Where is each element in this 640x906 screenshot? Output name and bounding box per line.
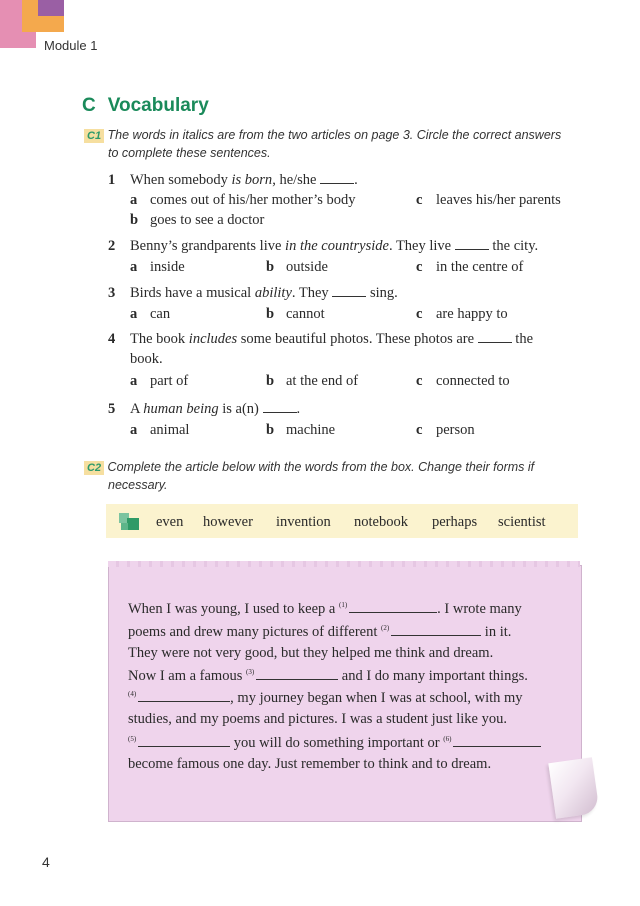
blank-5[interactable] [138, 734, 230, 747]
passage-text: in it. [481, 624, 512, 640]
question-text: When somebody [130, 172, 232, 188]
option-letter: b [266, 422, 275, 438]
option-text: animal [150, 422, 190, 438]
question-text: A [130, 401, 144, 417]
passage-text: Now I am a famous [128, 668, 246, 684]
option-letter: c [416, 373, 423, 389]
passage-line-8: become famous one day. Just remember to think and to dream. [128, 756, 492, 772]
question-number: 1 [108, 172, 116, 188]
option-letter: b [130, 212, 139, 228]
option-1a[interactable] [130, 190, 356, 210]
option-text: person [436, 422, 475, 438]
question-text: . They live [388, 238, 452, 254]
c1-instruction-line1: The words in italics are from the two articles on page 3. Circle the correct answers [107, 128, 562, 142]
option-text: comes out of his/her mother’s body [150, 192, 356, 208]
option-1c[interactable] [416, 190, 561, 210]
blank-4[interactable] [138, 689, 230, 702]
question-text: the city. [492, 238, 539, 254]
question-italic: human being [143, 401, 219, 417]
question-italic: ability [254, 285, 292, 301]
word-box-icon [127, 518, 139, 530]
word-however: however [203, 514, 253, 530]
passage-text: and I do many important things. [338, 668, 528, 684]
option-4b[interactable] [266, 371, 358, 391]
option-letter: c [416, 422, 423, 438]
word-box-icon [121, 523, 128, 530]
question-text: The book [130, 331, 189, 347]
option-text: can [150, 306, 171, 322]
page-curl [548, 757, 599, 819]
option-text: at the end of [286, 373, 359, 389]
question-number: 3 [108, 285, 116, 301]
question-text: , he/she [272, 172, 317, 188]
blank-6[interactable] [453, 734, 541, 747]
c2-instruction-line1: Complete the article below with the words from the box. Change their forms if [107, 460, 535, 474]
answer-blank [320, 171, 354, 184]
c1-tag: C1 [84, 129, 104, 143]
passage-line-2 [128, 623, 511, 641]
passage-text: you will do something important or [230, 735, 444, 751]
passage-line-1 [128, 600, 522, 618]
page-number: 4 [42, 854, 50, 870]
option-text: inside [150, 259, 185, 275]
c2-instruction-line2: necessary. [108, 478, 168, 492]
question-italic: in the countryside [285, 238, 389, 254]
word-perhaps: perhaps [432, 514, 478, 530]
passage-line-4 [128, 667, 528, 685]
question-text: . [296, 401, 301, 417]
blank-number: (2) [381, 624, 390, 633]
option-text: in the centre of [436, 259, 524, 275]
passage-line-6: studies, and my poems and pictures. I was a student just like you. [128, 711, 507, 727]
option-letter: a [130, 373, 138, 389]
option-3b[interactable] [266, 304, 325, 324]
option-text: leaves his/her parents [436, 192, 561, 208]
passage-text: poems and drew many pictures of different [128, 624, 381, 640]
question-text: the [515, 331, 534, 347]
option-2b[interactable] [266, 257, 328, 277]
c1-instruction [84, 126, 561, 144]
option-letter: a [130, 192, 138, 208]
blank-number: (1) [339, 601, 348, 610]
option-text: are happy to [436, 306, 508, 322]
option-4c[interactable] [416, 371, 510, 391]
section-title-text: Vocabulary [107, 95, 209, 116]
blank-number: (3) [245, 668, 255, 677]
option-letter: c [416, 192, 423, 208]
option-text: outside [286, 259, 328, 275]
c2-tag: C2 [84, 461, 104, 475]
question-5 [108, 399, 300, 419]
option-text: part of [150, 373, 189, 389]
question-text: some beautiful photos. These photos are [237, 331, 475, 347]
question-text: Benny’s grandparents live [130, 238, 286, 254]
blank-number: (5) [128, 735, 137, 744]
blank-number: (4) [128, 690, 137, 699]
question-4 [108, 329, 533, 349]
question-number: 4 [108, 331, 116, 347]
question-2 [108, 236, 538, 256]
corner-decoration-purple [38, 0, 64, 16]
option-2c[interactable] [416, 257, 523, 277]
blank-number: (6) [443, 735, 452, 744]
answer-blank [455, 237, 489, 250]
option-text: connected to [436, 373, 510, 389]
blank-3[interactable] [256, 667, 338, 680]
option-text: goes to see a doctor [150, 212, 265, 228]
word-invention: invention [276, 514, 331, 530]
word-even: even [156, 514, 184, 530]
option-4a[interactable] [130, 371, 188, 391]
option-2a[interactable] [130, 257, 185, 277]
section-letter: C [82, 95, 96, 116]
option-text: machine [286, 422, 336, 438]
word-scientist: scientist [498, 514, 546, 530]
question-text: is a(n) [218, 401, 259, 417]
passage-text: , my journey began when I was at school, with my [230, 690, 523, 706]
option-1b[interactable] [130, 210, 264, 230]
question-number: 5 [108, 401, 116, 417]
option-letter: c [416, 259, 423, 275]
option-text: cannot [286, 306, 325, 322]
question-4-line2: book. [130, 351, 163, 367]
question-text: sing. [369, 285, 398, 301]
passage-line-7 [128, 734, 541, 752]
option-5b[interactable] [266, 420, 335, 440]
option-5c[interactable] [416, 420, 475, 440]
torn-edge [108, 561, 580, 567]
question-3 [108, 283, 398, 303]
option-letter: b [266, 373, 275, 389]
word-notebook: notebook [354, 514, 408, 530]
passage-line-3: They were not very good, but they helped me think and dream. [128, 645, 494, 661]
option-letter: a [130, 259, 138, 275]
question-1 [108, 170, 358, 190]
module-label: Module 1 [44, 38, 98, 53]
answer-blank [263, 400, 297, 413]
section-title [82, 95, 209, 117]
option-letter: b [266, 306, 275, 322]
blank-2[interactable] [391, 623, 481, 636]
c2-instruction [84, 458, 534, 476]
answer-blank [478, 330, 512, 343]
passage-text: When I was young, I used to keep a [128, 601, 339, 617]
option-letter: b [266, 259, 275, 275]
c1-instruction-line2: to complete these sentences. [108, 146, 271, 160]
question-text: . They [291, 285, 329, 301]
answer-blank [332, 284, 366, 297]
option-letter: a [130, 422, 138, 438]
passage-line-5 [128, 689, 523, 707]
passage-text: . I wrote many [437, 601, 522, 617]
option-3a[interactable] [130, 304, 170, 324]
option-letter: c [416, 306, 423, 322]
blank-1[interactable] [349, 600, 437, 613]
question-italic: is born [231, 172, 273, 188]
option-letter: a [130, 306, 138, 322]
question-text: Birds have a musical [130, 285, 255, 301]
option-3c[interactable] [416, 304, 508, 324]
question-number: 2 [108, 238, 116, 254]
option-5a[interactable] [130, 420, 189, 440]
question-text: . [354, 172, 358, 188]
question-italic: includes [188, 331, 238, 347]
